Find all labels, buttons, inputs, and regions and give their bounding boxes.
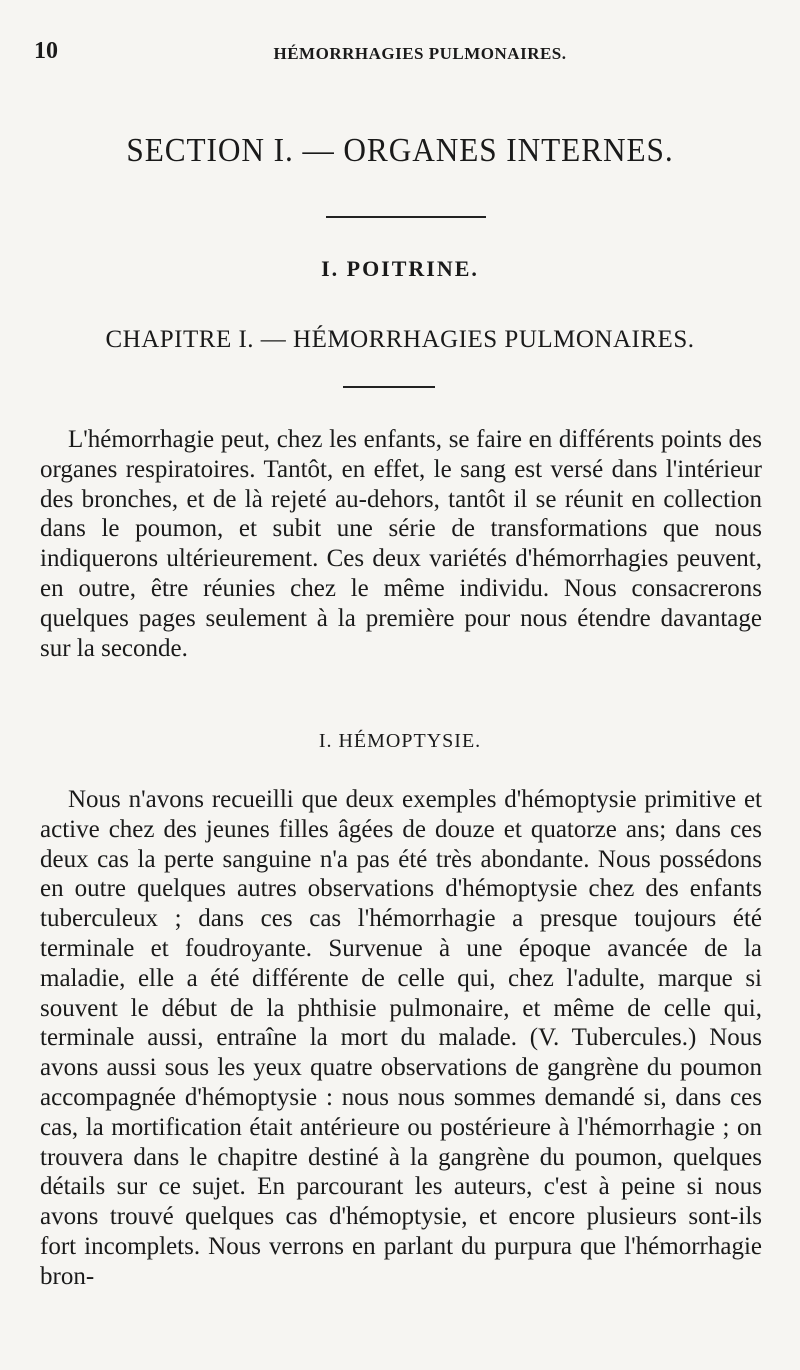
running-head: HÉMORRHAGIES PULMONAIRES. xyxy=(273,44,567,63)
intro-paragraph xyxy=(40,425,762,663)
section-title: SECTION I. — ORGANES INTERNES. xyxy=(126,132,674,169)
divider-rule xyxy=(326,216,486,218)
page-number: 10 xyxy=(34,38,58,64)
chapter-title: CHAPITRE I. — HÉMORRHAGIES PULMONAIRES. xyxy=(105,326,695,353)
paragraph-text: L'hémorrhagie peut, chez les enfants, se faire en différents points des organes respiratoires. Tantôt, en effet, le sang est versé dans l'intérieur des bronches, et de là rejeté au-dehors, tantôt il se réunit en collection dans le poumon, et subit une série de transformations que nous indiquerons ultérieurement. Ces deux variétés d'hémorrhagies peuvent, en outre, être réunies chez le même individu. Nous consacrerons quelques pages seulement à la première pour nous étendre davantage sur la seconde. xyxy=(40,426,762,662)
divider-rule xyxy=(343,386,435,388)
page-header xyxy=(30,38,770,68)
subsection-title: I. POITRINE. xyxy=(321,256,479,281)
article-title: I. HÉMOPTYSIE. xyxy=(318,730,482,752)
body-paragraph xyxy=(40,785,762,1292)
paragraph-text: Nous n'avons recueilli que deux exemples d'hémoptysie primitive et active chez des jeunes filles âgées de douze et quatorze ans; dans ces deux cas la perte sanguine n'a pas été très abondante. Nous possédons en outre quelques autres observations d'hémoptysie chez des enfants tuberculeux ; dans ces cas l'hémorrhagie a presque toujours été terminale et foudroyante. Survenue à une époque avancée de la maladie, elle a été différente de celle qui, chez l'adulte, marque si souvent le début de la phthisie pulmonaire, et même de celle qui, terminale aussi, entraîne la mort du malade. (V. Tubercules.) Nous avons aussi sous les yeux quatre observations de gangrène du poumon accompagnée d'hémoptysie : nous nous sommes demandé si, dans ces cas, la mortification était antérieure ou postérieure à l'hémorrhagie ; on trouvera dans le chapitre destiné à la gangrène du poumon, quelques détails sur ce sujet. En parcourant les auteurs, c'est à peine si nous avons trouvé quelques cas d'hémoptysie, et encore plusieurs sont-ils fort incomplets. Nous verrons en parlant du purpura que l'hémorrhagie bron- xyxy=(40,786,762,1290)
